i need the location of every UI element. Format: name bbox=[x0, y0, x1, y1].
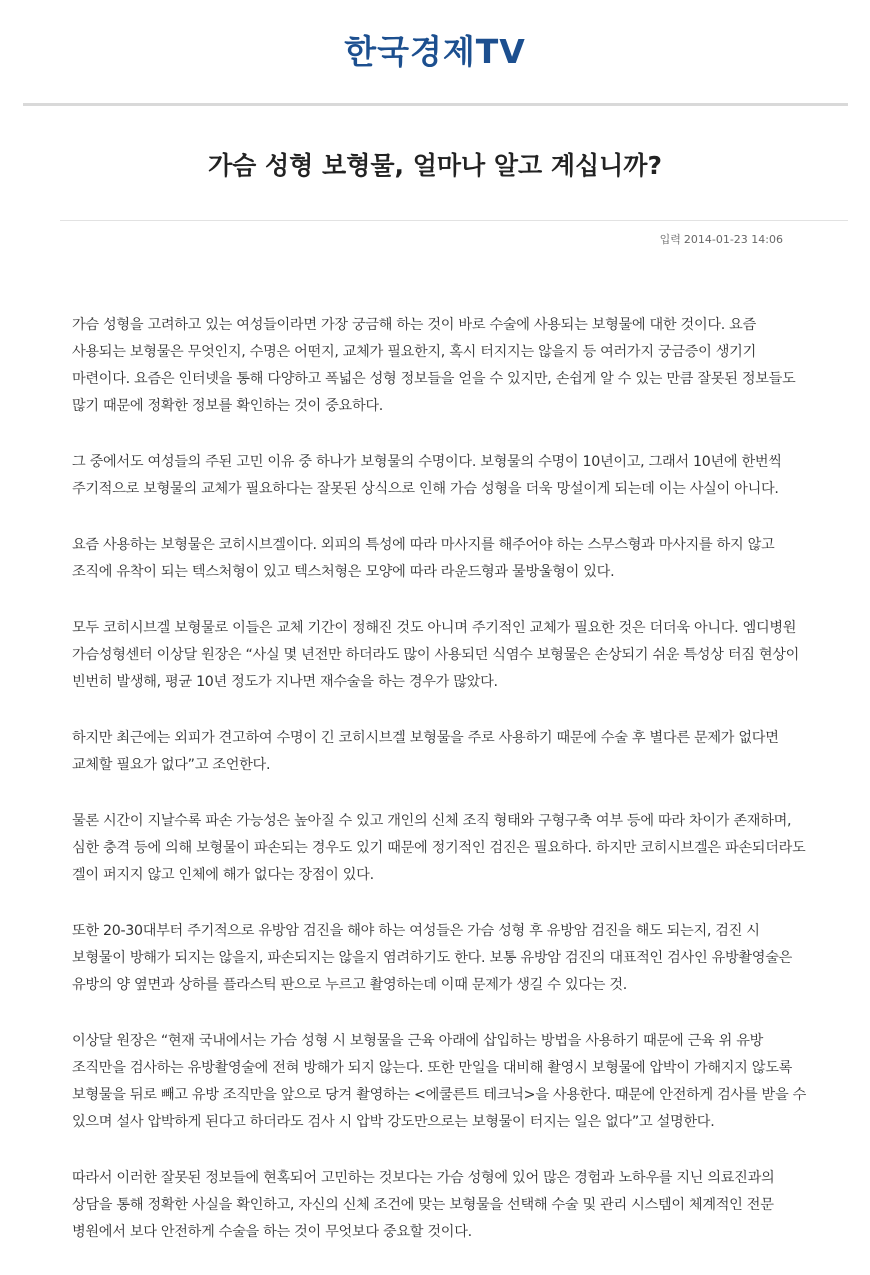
article-paragraph: 그 중에서도 여성들의 주된 고민 이유 중 하나가 보형물의 수명이다. 보형물의 수명이 10년이고, 그래서 10년에 한번씩 주기적으로 보형물의 교체가 필요하다는 잘못된 상식으로 인해 가슴 성형을 더욱 망설이게 되는데 이는 사실이 아니다. bbox=[72, 454, 782, 497]
article-paragraph: 모두 코히시브겔 보형물로 이들은 교체 기간이 정해진 것도 아니며 주기적인 교체가 필요한 것은 더더욱 아니다. 엠디병원 가슴성형센터 이상달 원장은 “사실 몇 년전만 하더라도 많이 사용되던 식염수 보형물은 손상되기 쉬운 특성상 터짐 현상이 빈번히 발생해, 평균 10년 정도가 지나면 재수술을 하는 경우가 많았다. bbox=[72, 620, 800, 690]
publish-date: 2014-01-23 14:06 bbox=[683, 233, 783, 246]
article-meta bbox=[660, 232, 783, 248]
date-label: 입력 bbox=[659, 233, 681, 246]
article-paragraph: 이상달 원장은 “현재 국내에서는 가슴 성형 시 보형물을 근육 아래에 삽입하는 방법을 사용하기 때문에 근육 위 유방 조직만을 검사하는 유방촬영술에 전혀 방해가 되지 않는다. 또한 만일을 대비해 촬영시 보형물에 압박이 가해지지 않도록 보형물을 뒤로 빼고 유방 조직만을 앞으로 당겨 촬영하는 <에쿨른트 테크닉>을 사용한다. 때문에 안전하게 검사를 받을 수 있으며 설사 압박하게 된다고 하더라도 검사 시 압박 강도만으로는 보형물이 터지는 일은 없다”고 설명한다. bbox=[72, 1033, 806, 1130]
title-divider bbox=[60, 220, 848, 221]
header-divider bbox=[23, 103, 848, 106]
site-logo[interactable]: 한국경제TV bbox=[344, 32, 526, 71]
article-paragraph: 하지만 최근에는 외피가 견고하여 수명이 긴 코히시브겔 보형물을 주로 사용하기 때문에 수술 후 별다른 문제가 없다면 교체할 필요가 없다”고 조언한다. bbox=[72, 730, 779, 773]
article-paragraph: 따라서 이러한 잘못된 정보들에 현혹되어 고민하는 것보다는 가슴 성형에 있어 많은 경험과 노하우를 지닌 의료진과의 상담을 통해 정확한 사실을 확인하고, 자신의 신체 조건에 맞는 보형물을 선택해 수술 및 관리 시스템이 체계적인 전문 병원에서 보다 안전하게 수술을 하는 것이 무엇보다 중요할 것이다. bbox=[72, 1170, 775, 1240]
article-paragraph: 또한 20-30대부터 주기적으로 유방암 검진을 해야 하는 여성들은 가슴 성형 후 유방암 검진을 해도 되는지, 검진 시 보형물이 방해가 되지는 않을지, 파손되지는 않을지 염려하기도 한다. 보통 유방암 검진의 대표적인 검사인 유방촬영술은 유방의 양 옆면과 상하를 플라스틱 판으로 누르고 촬영하는데 이때 문제가 생길 수 있다는 것. bbox=[72, 923, 793, 993]
article-paragraph: 요즘 사용하는 보형물은 코히시브겔이다. 외피의 특성에 따라 마사지를 해주어야 하는 스무스형과 마사지를 하지 않고 조직에 유착이 되는 텍스처형이 있고 텍스처형은 모양에 따라 라운드형과 물방울형이 있다. bbox=[72, 537, 775, 580]
article-paragraph: 가슴 성형을 고려하고 있는 여성들이라면 가장 궁금해 하는 것이 바로 수술에 사용되는 보형물에 대한 것이다. 요즘 사용되는 보형물은 무엇인지, 수명은 어떤지, 교체가 필요한지, 혹시 터지지는 않을지 등 여러가지 궁금증이 생기기 마련이다. 요즘은 인터넷을 통해 다양하고 폭넓은 성형 정보들을 얻을 수 있지만, 손쉽게 알 수 있는 만큼 잘못된 정보들도 많기 때문에 정확한 정보를 확인하는 것이 중요하다. bbox=[72, 317, 796, 414]
article-paragraph: 물론 시간이 지날수록 파손 가능성은 높아질 수 있고 개인의 신체 조직 형태와 구형구축 여부 등에 따라 차이가 존재하며, 심한 충격 등에 의해 보형물이 파손되는 경우도 있기 때문에 정기적인 검진은 필요하다. 하지만 코히시브겔은 파손되더라도 겔이 퍼지지 않고 인체에 해가 없다는 장점이 있다. bbox=[72, 813, 806, 883]
article-title: 가슴 성형 보형물, 얼마나 알고 계십니까? bbox=[208, 151, 662, 180]
article-body bbox=[72, 312, 812, 1275]
header bbox=[0, 30, 870, 74]
